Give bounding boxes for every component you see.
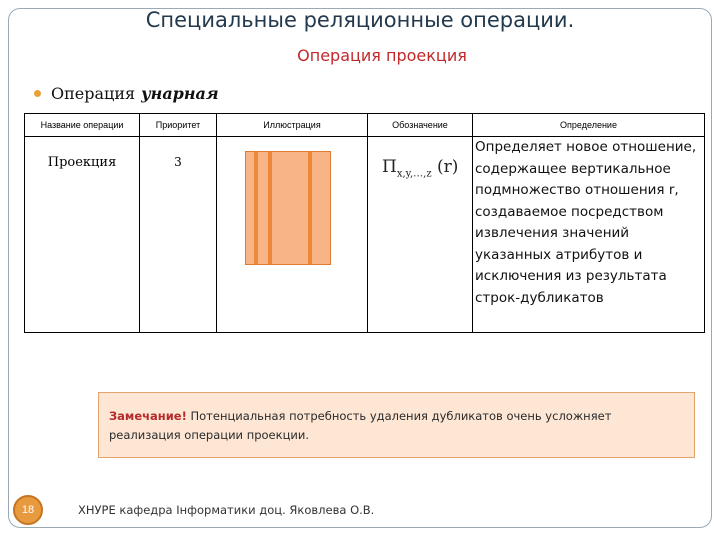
cell-operation-name: Проекция [25, 137, 140, 333]
projection-symbol: Π [382, 157, 397, 177]
bullet-item [34, 84, 219, 103]
cell-definition: Определяет новое отношение, содержащее вертикальное подмножество отношения r, создаваемое посредством извлечения значений указанных атрибутов и исключения из результата строк-дубликатов [473, 137, 705, 333]
projection-stripe [268, 152, 272, 264]
projection-argument: (r) [437, 157, 459, 177]
header-definition: Определение [473, 114, 705, 137]
bullet-text: Операция [51, 84, 136, 103]
note-text: Потенциальная потребность удаления дубликатов очень усложняет реализация операции проекции. [109, 409, 612, 442]
projection-stripe [308, 152, 312, 264]
slide-title: Специальные реляционные операции. [145, 8, 575, 32]
header-notation: Обозначение [368, 114, 473, 137]
table-row [25, 137, 705, 333]
cell-illustration [217, 137, 368, 333]
cell-notation [368, 137, 473, 333]
projection-stripe [254, 152, 258, 264]
footer-text: ХНУРЕ кафедра Інформатики доц. Яковлева О.В. [78, 503, 375, 517]
projection-illustration [245, 151, 331, 265]
note-label: Замечание! [109, 409, 187, 423]
cell-priority: 3 [140, 137, 217, 333]
header-illustration: Иллюстрация [217, 114, 368, 137]
header-priority: Приоритет [140, 114, 217, 137]
note-box [98, 392, 695, 458]
operation-table [24, 113, 705, 333]
header-name: Название операции [25, 114, 140, 137]
table-header-row [25, 114, 705, 137]
bullet-dot-icon [34, 90, 41, 97]
projection-subscript: x,y,…,z [396, 168, 432, 180]
page-number-badge: 18 [13, 495, 43, 525]
slide-subtitle: Операция проекция [297, 46, 467, 65]
bullet-emphasis: унарная [141, 84, 219, 103]
